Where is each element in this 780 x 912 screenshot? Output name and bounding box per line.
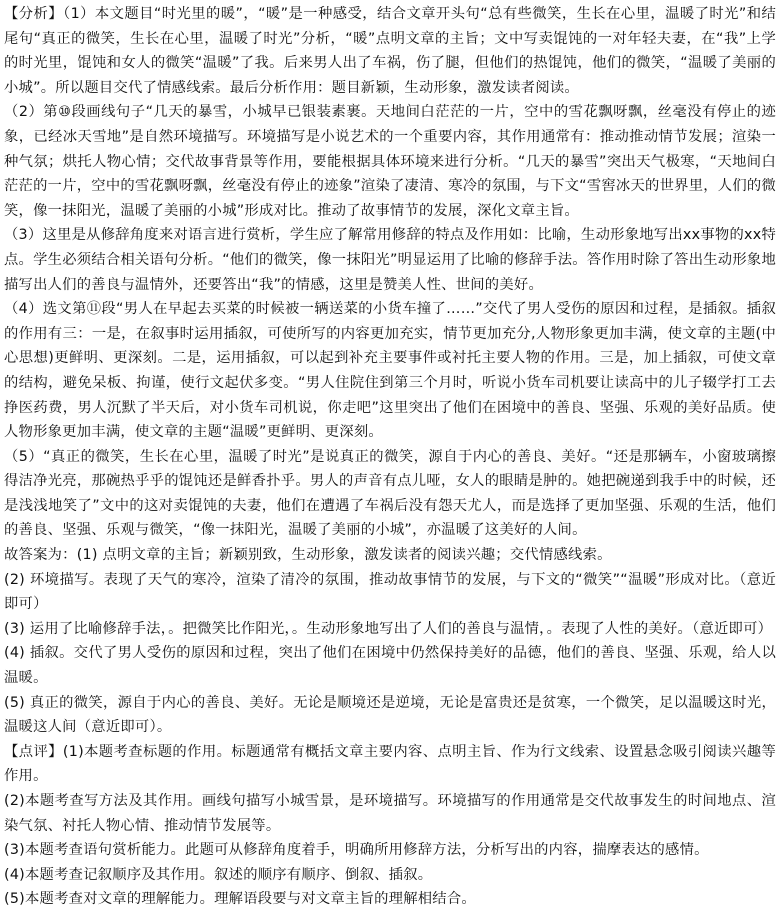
analysis-part-5: （5）“真正的微笑，生长在心里，温暖了时光”是说真正的微笑，源自于内心的善良、美好。“还是那辆车，小窗玻璃擦得洁净光亮，那碗热乎乎的馄饨还是鲜香扑乎。男人的声音有点儿哑，女人的眼睛是肿的。她把碗递到我手中的时候，还是浅浅地笑了”文中的这对卖馄饨的夫妻，他们在遭遇了车祸后没有怨天尤人，而是选择了更加坚强、乐观的生活，他们的善良、坚强、乐观与微笑，“像一抹阳光，温暖了美丽的小城”，亦温暖了这美好的人间。 bbox=[4, 448, 776, 539]
analysis-part-2: （2）第⑩段画线句子“几天的暴雪，小城早已银装素裹。天地间白茫茫的一片，空中的雪花飘呀飘，丝毫没有停止的迹象，已经冰天雪地”是自然环境描写。环境描写是小说艺术的一个重要内容，其作用通常有：推动推动情节发展；渲染一种气氛；烘托人物心情；交代故事背景等作用，要能根据具体环境来进行分析。“几天的暴雪”突出天气极寒，“天地间白茫茫的一片，空中的雪花飘呀飘，丝毫没有停止的迹象”渲染了凄清、寒冷的氛围，与下文“雪窖冰天的世界里，人们的微笑，像一抹阳光，温暖了美丽的小城”形成对比。推动了故事情节的发展，深化文章主旨。 bbox=[4, 104, 776, 219]
comment-4: (4)本题考查记叙顺序及其作用。叙述的顺序有顺序、倒叙、插叙。 bbox=[4, 866, 433, 883]
answer-2: (2) 环境描写。表现了天气的寒冷，渲染了清冷的氛围，推动故事情节的发展，与下文的“微笑”“温暖”形成对比。（意近即可） bbox=[4, 571, 776, 613]
analysis-part-1: 【分析】（1）本文题目“时光里的暖”，“暖”是一种感受，结合文章开头句“总有些微笑，生长在心里，温暖了时光”和结尾句“真正的微笑，生长在心里，温暖了时光”分析，“暖”点明文章的主旨；文中写卖馄饨的一对年轻夫妻，在“我”上学的时光里，馄饨和女人的微笑“温暖”了我。后来男人出了车祸，伤了腿，但他们的热馄饨，他们的微笑，“温暖了美丽的小城”。所以题目交代了情感线索。最后分析作用：题目新颖，生动形象，激发读者阅读。 bbox=[4, 6, 776, 96]
analysis-part-4: （4）选文第⑪段“男人在早起去买菜的时候被一辆送菜的小货车撞了……”交代了男人受伤的原因和过程，是插叙。插叙的作用有三：一是，在叙事时运用插叙，可使所写的内容更加充实，情节更加充分,人物形象更加丰满，使文章的主题(中心思想)更鲜明、更深刻。二是，运用插叙，可以起到补充主要事件或衬托主要人物的作用。三是，加上插叙，可使文章的结构，避免呆板、拘谨，使行文起伏多变。“男人住院住到第三个月时，听说小货车司机要让读高中的儿子辍学打工去挣医药费，男人沉默了半天后，对小货车司机说，你走吧”这里突出了他们在困境中的善良、坚强、乐观的美好品质。使人物形象更加丰满，使文章的主题“温暖”更鲜明、更深刻。 bbox=[4, 301, 776, 441]
comment-2: (2)本题考查写方法及其作用。画线句描写小城雪景，是环境描写。环境描写的作用通常是交代故事发生的时间地点、渲染气氛、衬托人物心情、推动情节发展等。 bbox=[4, 793, 776, 834]
answer-1: 故答案为：(1) 点明文章的主旨；新颖别致，生动形象，激发读者的阅读兴趣；交代情感线索。 bbox=[4, 547, 612, 564]
comment-5: (5)本题考查对文章的理解能力。理解语段要与对文章主旨的理解相结合。 bbox=[4, 891, 476, 908]
analysis-part-3: （3）这里是从修辞角度来对语言进行赏析，学生应了解常用修辞的特点及作用如：比喻，生动形象地写出xx事物的xx特点。学生必须结合相关语句分析。“他们的微笑，像一抹阳光”明显运用了比喻的修辞手法。答作用时除了答出生动形象地描写出人们的善良与温情外，还要答出“我”的情感，这里是赞美人性、世间的美好。 bbox=[4, 227, 776, 293]
answer-3: (3) 运用了比喻修辞手法，。把微笑比作阳光，。生动形象地写出了人们的善良与温情，。表现了人性的美好。（意近即可） bbox=[4, 620, 773, 637]
comment-3: (3)本题考查语句赏析能力。此题可从修辞角度着手，明确所用修辞方法，分析写出的内容，揣摩表达的感情。 bbox=[4, 842, 709, 859]
comment-1: 【点评】(1)本题考查标题的作用。标题通常有概括文章主要内容、点明主旨、作为行文线索、设置悬念吸引阅读兴趣等作用。 bbox=[4, 743, 776, 785]
answer-5: (5) 真正的微笑，源自于内心的善良、美好。无论是顺境还是逆境，无论是富贵还是贫寒，一个微笑，足以温暖这时光，温暖这人间（意近即可）。 bbox=[4, 694, 776, 736]
answer-4: (4) 插叙。交代了男人受伤的原因和过程，突出了他们在困境中仍然保持美好的品德，他们的善良、坚强、乐观，给人以温暖。 bbox=[4, 645, 776, 687]
